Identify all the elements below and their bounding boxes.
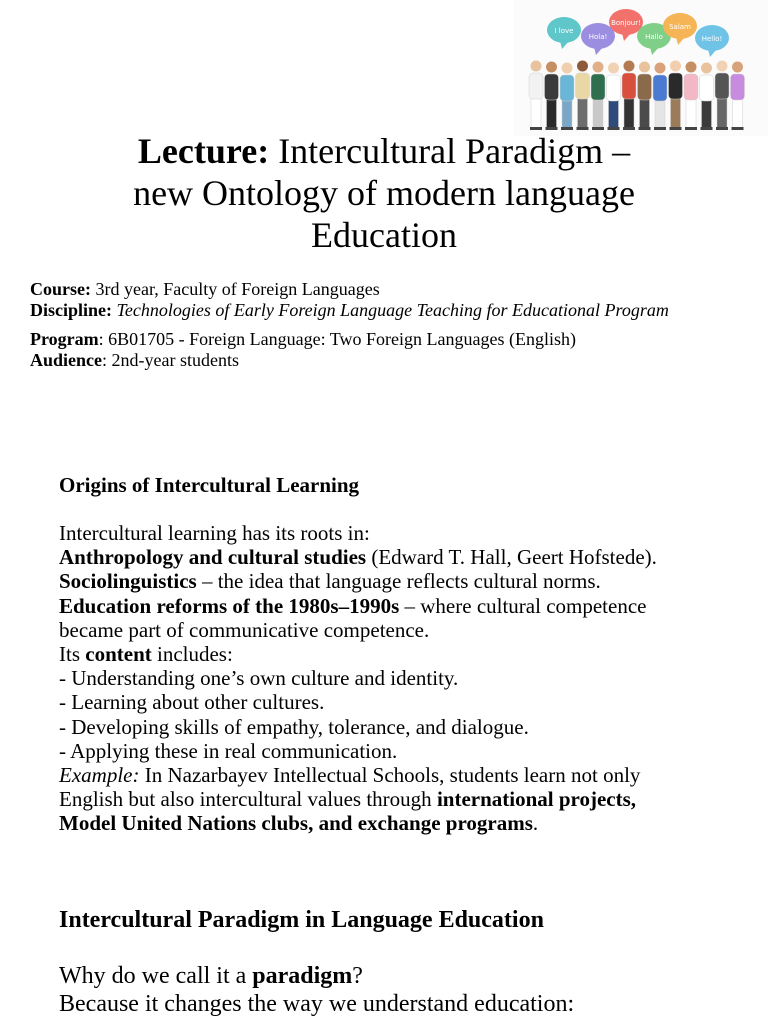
example-end: . [532, 811, 539, 835]
question-post: ? [352, 963, 363, 989]
example-label: Example: [59, 763, 140, 787]
example-text1: In Nazarbayev Intellectual Schools, students learn not only [139, 763, 641, 787]
paradigm-answer: Because it changes the way we understand education: [59, 991, 575, 1017]
anthropology-bold: Anthropology and cultural studies [59, 545, 367, 569]
content-post: includes: [151, 642, 233, 666]
discipline-line [30, 300, 669, 321]
audience-line [30, 350, 239, 371]
program-line [30, 329, 576, 350]
program-label: Program [30, 329, 99, 349]
title-line2: new Ontology of modern language [133, 173, 635, 213]
paradigm-heading: Intercultural Paradigm in Language Education [59, 907, 544, 933]
example-line1 [59, 763, 640, 787]
education-reforms-rest: – where cultural competence [399, 594, 647, 618]
origins-heading: Origins of Intercultural Learning [59, 473, 360, 497]
discipline-label: Discipline: [30, 300, 113, 320]
example-text2: English but also intercultural values through [59, 787, 437, 811]
title-lead: Lecture: [137, 131, 270, 171]
example-bold3: Model United Nations clubs, and exchange programs [59, 811, 533, 835]
question-pre: Why do we call it a [59, 963, 253, 989]
audience-label: Audience [30, 350, 102, 370]
audience-value: : 2nd-year students [102, 350, 239, 370]
course-line [30, 279, 380, 300]
title-line1: Intercultural Paradigm – [278, 131, 631, 171]
example-bold2: international projects, [436, 787, 637, 811]
title-line3: Education [311, 215, 457, 255]
education-reforms-bold: Education reforms of the 1980s–1990s [59, 594, 400, 618]
sociolinguistics-rest: – the idea that language reflects cultural norms. [196, 569, 601, 593]
content-item: - Applying these in real communication. [59, 739, 398, 763]
paradigm-question [59, 962, 363, 990]
content-item: - Understanding one’s own culture and identity. [59, 666, 459, 690]
sociolinguistics-bold: Sociolinguistics [59, 569, 197, 593]
speech-bubble-text: Salam [669, 23, 691, 31]
origins-education-reforms-line2: became part of communicative competence. [59, 618, 430, 642]
anthropology-rest: (Edward T. Hall, Geert Hofstede). [366, 545, 657, 569]
origins-sociolinguistics [59, 569, 601, 593]
people-speech-bubbles-image [514, 0, 768, 136]
example-line2 [59, 787, 636, 811]
lecture-title [84, 130, 684, 256]
program-value: : 6B01705 - Foreign Language: Two Foreign Languages (English) [98, 329, 576, 349]
speech-bubble-text: Hola! [588, 33, 608, 41]
header-illustration [514, 0, 768, 136]
speech-bubble-text: I love [554, 27, 574, 35]
discipline-value: Technologies of Early Foreign Language Teaching for Educational Program [116, 300, 669, 320]
origins-education-reforms [59, 594, 646, 618]
origins-anthropology [59, 545, 657, 569]
example-line3 [59, 811, 538, 835]
content-bold: content [85, 642, 152, 666]
content-pre: Its [59, 642, 86, 666]
course-value: 3rd year, Faculty of Foreign Languages [95, 279, 380, 299]
speech-bubble-text: Hello! [701, 35, 723, 43]
origins-intro: Intercultural learning has its roots in: [59, 521, 370, 545]
course-label: Course: [30, 279, 91, 299]
content-item: - Developing skills of empathy, tolerance, and dialogue. [59, 715, 529, 739]
speech-bubble-text: Bonjour! [611, 19, 641, 27]
content-item: - Learning about other cultures. [59, 690, 325, 714]
question-bold: paradigm [252, 963, 353, 989]
speech-bubble-text: Hallo [645, 33, 663, 41]
origins-content-line [59, 642, 233, 666]
